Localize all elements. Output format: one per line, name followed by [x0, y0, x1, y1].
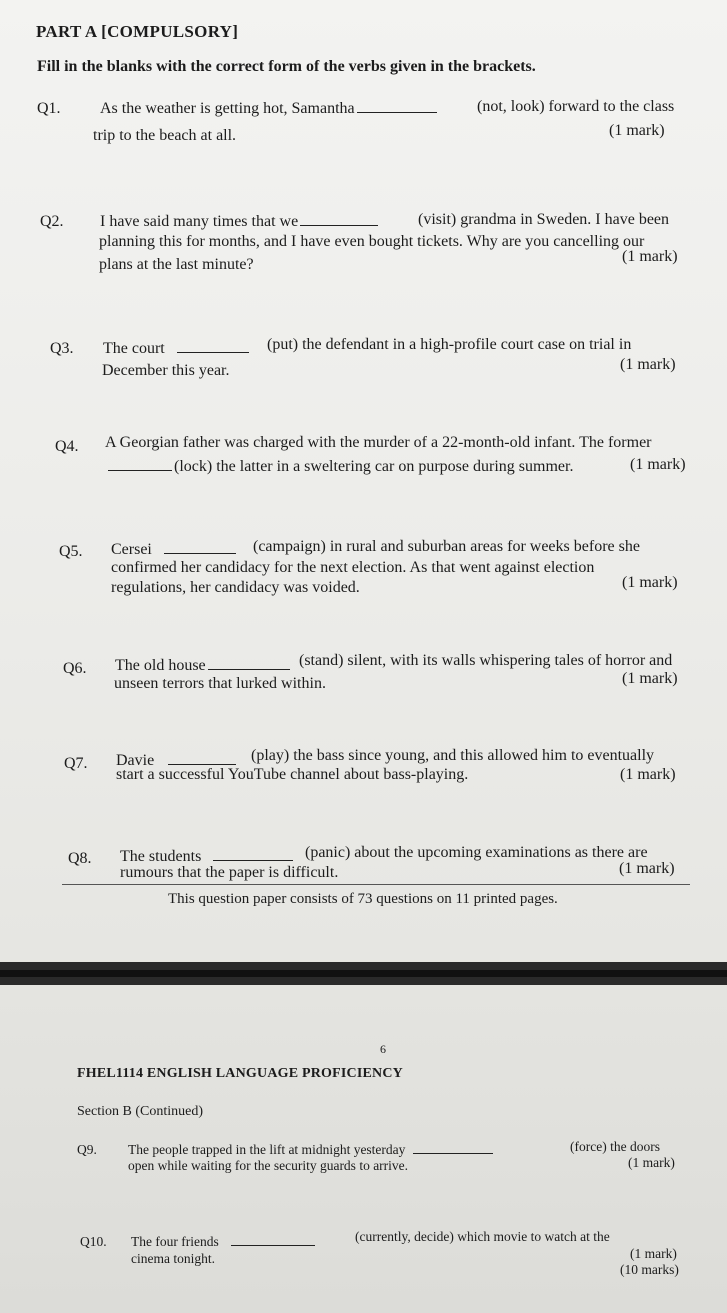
question-number: Q9. [77, 1142, 97, 1157]
answer-blank[interactable] [208, 668, 290, 670]
mark-label: (1 mark) [630, 1246, 677, 1261]
question-text: (not, look) forward to the class [477, 98, 675, 115]
question-text: unseen terrors that lurked within. [114, 675, 326, 692]
mark-label: (1 mark) [622, 574, 678, 591]
question-number: Q8. [68, 850, 92, 867]
question-text: (lock) the latter in a sweltering car on purpose during summer. [106, 458, 573, 476]
total-marks-label: (10 marks) [620, 1262, 679, 1277]
mark-label: (1 mark) [630, 456, 686, 473]
question-text: confirmed her candidacy for the next election. As that went against election [111, 559, 595, 576]
mark-label: (1 mark) [620, 766, 676, 783]
instruction: Fill in the blanks with the correct form of the verbs given in the brackets. [37, 58, 536, 75]
question-number: Q7. [64, 755, 88, 772]
answer-blank[interactable] [231, 1244, 315, 1246]
answer-blank[interactable] [213, 859, 293, 861]
answer-blank[interactable] [164, 552, 236, 554]
part-title: PART A [COMPULSORY] [36, 22, 239, 41]
mark-label: (1 mark) [628, 1155, 675, 1170]
mark-label: (1 mark) [622, 248, 678, 265]
question-text: Davie [116, 752, 238, 770]
mark-label: (1 mark) [619, 860, 675, 877]
question-text: plans at the last minute? [99, 256, 254, 273]
answer-blank[interactable] [357, 111, 437, 113]
question-text: The students [120, 848, 295, 866]
question-text: rumours that the paper is difficult. [120, 864, 339, 881]
question-text: The court [103, 340, 251, 358]
question-number: Q1. [37, 100, 61, 117]
question-text: (panic) about the upcoming examinations as there are [305, 844, 648, 861]
question-text: start a successful YouTube channel about bass-playing. [116, 766, 469, 783]
question-text: A Georgian father was charged with the murder of a 22-month-old infant. The former [105, 434, 652, 451]
question-text: December this year. [102, 362, 230, 379]
page-divider [0, 962, 727, 985]
question-text: (play) the bass since young, and this allowed him to eventually [251, 747, 655, 764]
question-text: (visit) grandma in Sweden. I have been [418, 211, 670, 228]
question-text: open while waiting for the security guards to arrive. [128, 1158, 409, 1173]
answer-blank[interactable] [168, 763, 236, 765]
question-number: Q5. [59, 543, 83, 560]
question-text: (stand) silent, with its walls whispering tales of horror and [299, 652, 673, 669]
course-title: FHEL1114 ENGLISH LANGUAGE PROFICIENCY [77, 1066, 403, 1081]
answer-blank[interactable] [177, 351, 249, 353]
question-number: Q4. [55, 438, 79, 455]
mark-label: (1 mark) [622, 670, 678, 687]
question-text: trip to the beach at all. [93, 127, 237, 144]
question-text: The old house [115, 657, 292, 675]
question-text: regulations, her candidacy was voided. [111, 579, 360, 596]
answer-blank[interactable] [413, 1152, 493, 1154]
question-number: Q2. [40, 213, 64, 230]
footer-rule [62, 884, 690, 885]
question-text: I have said many times that we [100, 213, 380, 231]
question-text: As the weather is getting hot, Samantha [100, 100, 439, 118]
question-text: The people trapped in the lift at midnight yesterday [128, 1142, 495, 1158]
question-text: (force) the doors [570, 1139, 660, 1154]
question-number: Q3. [50, 340, 74, 357]
question-number: Q10. [80, 1234, 107, 1249]
answer-blank[interactable] [300, 224, 378, 226]
page-footer: This question paper consists of 73 questions on 11 printed pages. [168, 891, 558, 907]
question-number: Q6. [63, 660, 87, 677]
mark-label: (1 mark) [609, 122, 665, 139]
question-text: Cersei [111, 541, 238, 559]
answer-blank[interactable] [108, 469, 172, 471]
section-heading: Section B (Continued) [77, 1104, 203, 1119]
question-text: (campaign) in rural and suburban areas for weeks before she [253, 538, 640, 555]
page-number: 6 [380, 1042, 386, 1056]
question-text: (put) the defendant in a high-profile court case on trial in [267, 336, 632, 353]
question-text: The four friends [131, 1234, 317, 1250]
mark-label: (1 mark) [620, 356, 676, 373]
question-text: planning this for months, and I have even bought tickets. Why are you cancelling our [99, 233, 645, 250]
question-text: cinema tonight. [131, 1251, 215, 1266]
question-text: (currently, decide) which movie to watch at the [355, 1229, 610, 1244]
